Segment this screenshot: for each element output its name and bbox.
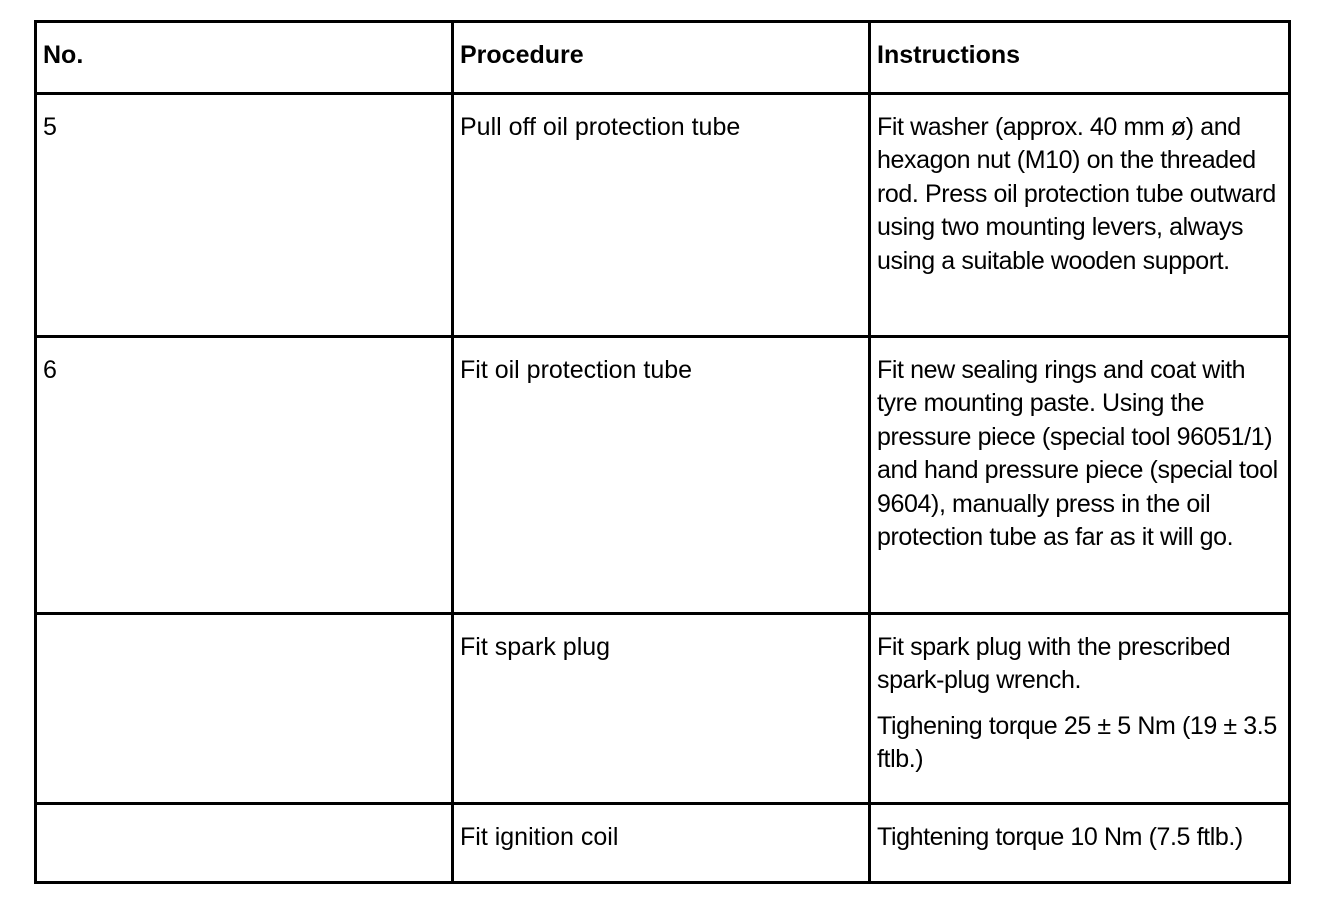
table-row [36,614,1290,804]
torque-spec-text: Tightening torque 10 Nm (7.5 ftlb.) [877,823,1243,851]
step-number: 6 [36,337,453,614]
instructions-cell [870,804,1290,883]
instructions-cell [870,614,1290,804]
instruction-text: Fit new sealing rings and coat with tyre mounting paste. Using the pressure piece (special tool 96051/1) and hand pressure piece (special tool 9604), manually press in the oil protection tube as far as it will go. [877,356,1278,552]
header-instructions: Instructions [870,22,1290,94]
step-number [36,804,453,883]
header-no: No. [36,22,453,94]
header-procedure: Procedure [453,22,870,94]
procedure-cell: Fit ignition coil [453,804,870,883]
torque-spec-text: Tighening torque 25 ± 5 Nm (19 ± 3.5 ftlb.) [877,711,1277,774]
procedure-cell: Pull off oil protection tube [453,94,870,337]
instructions-cell [870,337,1290,614]
instructions-cell [870,94,1290,337]
step-number: 5 [36,94,453,337]
table-header-row [36,22,1290,94]
instruction-text: Fit washer (approx. 40 mm ø) and hexagon nut (M10) on the threaded rod. Press oil protection tube outward using two mounting levers, always using a suitable wooden support. [877,113,1276,275]
procedure-cell: Fit spark plug [453,614,870,804]
instruction-text: Fit spark plug with the prescribed spark-plug wrench. [877,633,1231,695]
table-row [36,804,1290,883]
table-row [36,94,1290,337]
procedure-cell: Fit oil protection tube [453,337,870,614]
step-number [36,614,453,804]
procedure-table [34,20,1291,884]
table-row [36,337,1290,614]
